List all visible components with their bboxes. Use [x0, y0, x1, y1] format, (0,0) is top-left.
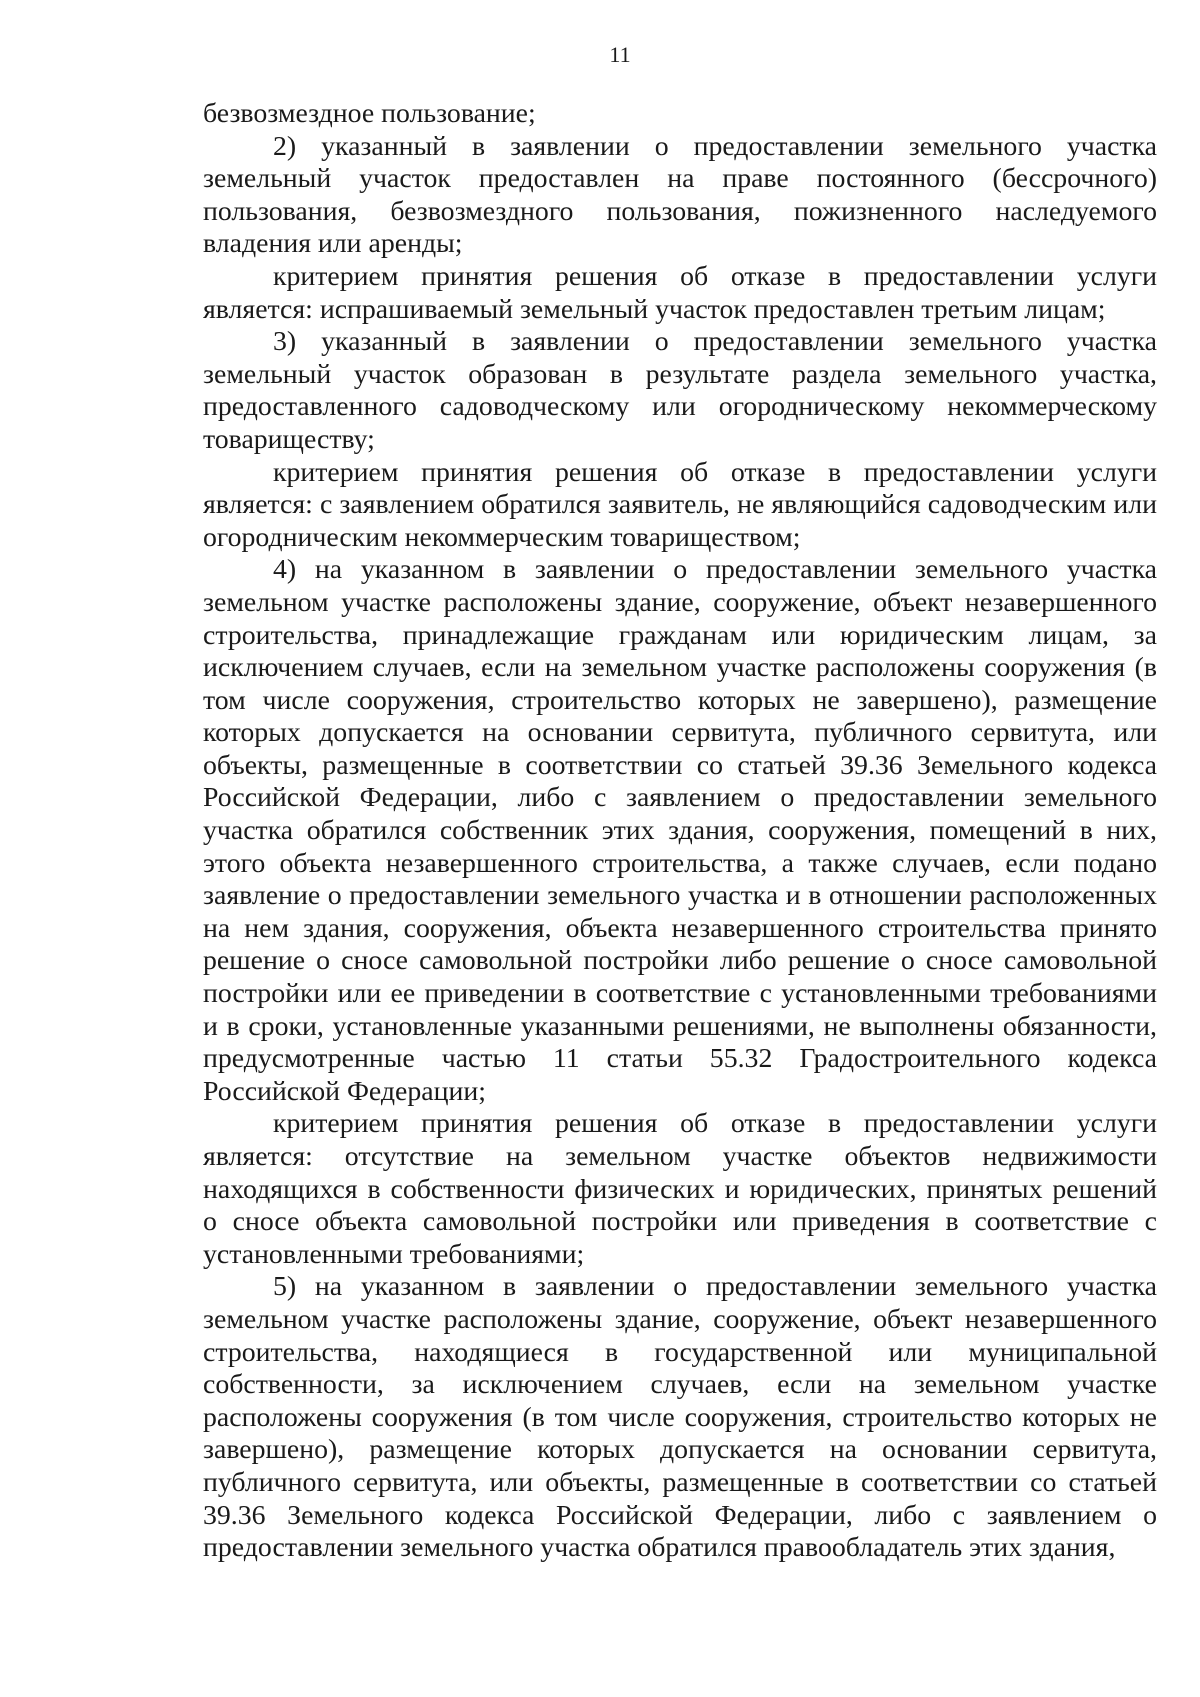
document-body	[203, 98, 1157, 1565]
page-number: 11	[609, 42, 631, 67]
paragraph-item-3: 3) указанный в заявлении о предоставлении земельного участка земельный участок образован в результате раздела земельного участка, предоставленного садоводческому или огородническому некоммерческому товариществу;	[203, 326, 1157, 455]
paragraph-item-2: 2) указанный в заявлении о предоставлении земельного участка земельный участок предоставлен на праве постоянного (бессрочного) пользования, безвозмездного пользования, пожизненного наследуемого владения или аренды;	[203, 130, 1157, 260]
paragraph-criterion-3: критерием принятия решения об отказе в предоставлении услуги является: с заявлением обратился заявитель, не являющийся садоводческим или огородническим некоммерческим товариществом;	[203, 456, 1157, 553]
paragraph-continuation: безвозмездное пользование;	[203, 98, 536, 129]
paragraph-item-4: 4) на указанном в заявлении о предоставлении земельного участка земельном участке расположены здание, сооружение, объект незавершенного строительства, принадлежащие гражданам или юридическим лицам, за исключением случаев, если на земельном участке расположены сооружения (в том числе сооружения, строительство которых не завершено), размещение которых допускается на основании сервитута, публичного сервитута, или объекты, размещенные в соответствии со статьей 39.36 Земельного кодекса Российской Федерации, либо с заявлением о предоставлении земельного участка обратился собственник этих здания, сооружения, помещений в них, этого объекта незавершенного строительства, а также случаев, если подано заявление о предоставлении земельного участка и в отношении расположенных на нем здания, сооружения, объекта незавершенного строительства принято решение о сносе самовольной постройки либо решение о сносе самовольной постройки или ее приведении в соответствие с установленными требованиями и в сроки, установленные указанными решениями, не выполнены обязанности, предусмотренные частью 11 статьи 55.32 Градостроительного кодекса Российской Федерации;	[203, 554, 1157, 1107]
paragraph-criterion-4: критерием принятия решения об отказе в предоставлении услуги является: отсутствие на земельном участке объектов недвижимости находящихся в собственности физических и юридических, принятых решений о сносе объекта самовольной постройки или приведения в соответствие с установленными требованиями;	[203, 1108, 1157, 1270]
paragraph-item-5: 5) на указанном в заявлении о предоставлении земельного участка земельном участке расположены здание, сооружение, объект незавершенного строительства, находящиеся в государственной или муниципальной собственности, за исключением случаев, если на земельном участке расположены сооружения (в том числе сооружения, строительство которых не завершено), размещение которых допускается на основании сервитута, публичного сервитута, или объекты, размещенные в соответствии со статьей 39.36 Земельного кодекса Российской Федерации, либо с заявлением о предоставлении земельного участка обратился правообладатель этих здания,	[203, 1271, 1157, 1564]
paragraph-criterion-2: критерием принятия решения об отказе в предоставлении услуги является: испрашиваемый земельный участок предоставлен третьим лицам;	[203, 260, 1157, 325]
